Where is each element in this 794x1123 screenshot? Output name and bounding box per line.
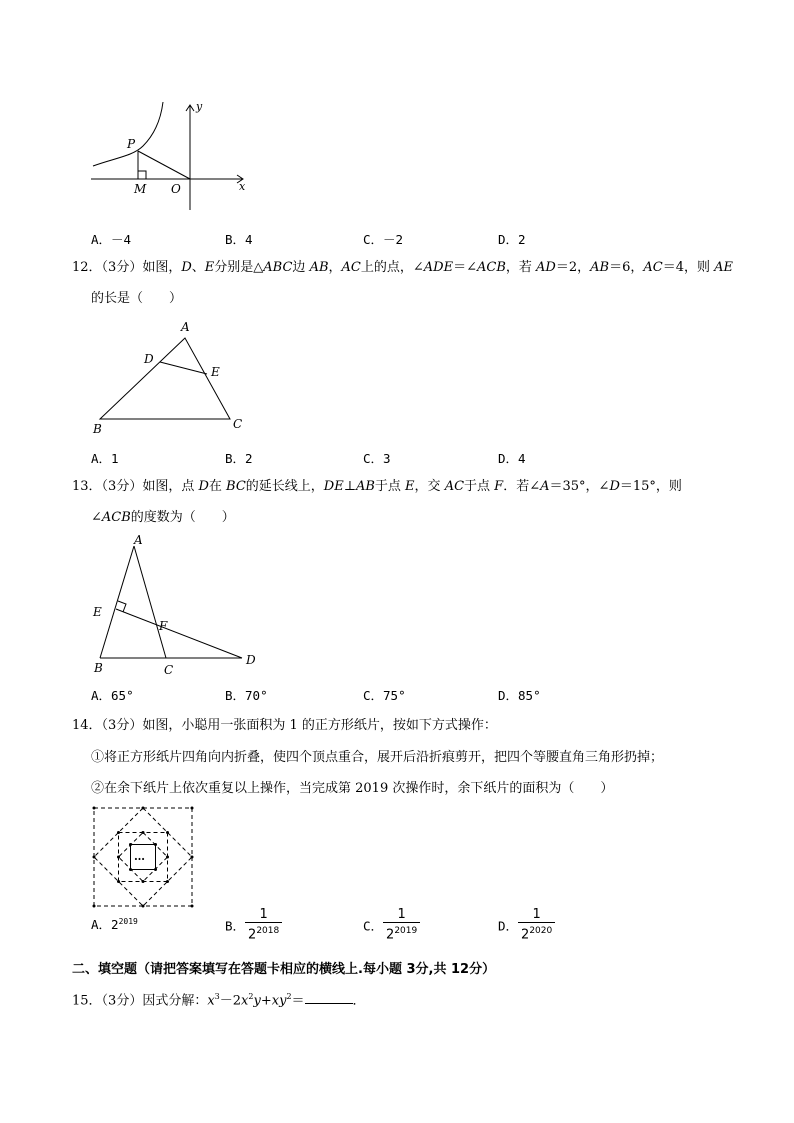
- label-b: B: [93, 422, 102, 436]
- label-c: C: [164, 663, 174, 677]
- q15-stem: 15．（3分）因式分解：$x^3-2x^2y+xy^2=$ ．: [72, 992, 366, 1009]
- q13-option-d: D．85°: [498, 688, 541, 703]
- q13-stem-line1: 13．（3分）如图，点 D在 BC的延长线上，DE⊥AB于点 E，交 AC于点 F．若∠A＝35°，∠D＝15°，则: [72, 479, 682, 494]
- label-e: E: [93, 605, 102, 619]
- q13-option-a: A．65°: [91, 688, 134, 703]
- q13-option-c: C．75°: [363, 688, 406, 703]
- hyperbola-curve: [93, 102, 163, 166]
- q13-option-b: B．70°: [225, 688, 268, 703]
- label-a: A: [181, 320, 190, 334]
- q14-option-c: C． $\frac{1}{2^{2019}}$: [363, 908, 420, 943]
- label-y: y: [196, 100, 203, 113]
- segment-ab: [100, 546, 134, 658]
- fraction-c: $\frac{1}{2^{2019}}$: [383, 908, 420, 943]
- q11-option-a: A．－4: [91, 232, 132, 247]
- q11-figure: [85, 98, 255, 216]
- q14-option-a: A．$2^{2019}$: [91, 916, 138, 932]
- q14-figure: [92, 806, 194, 908]
- label-b: B: [94, 661, 103, 675]
- label-f: F: [159, 619, 168, 633]
- section-heading: 二、填空题（请把答案填写在答题卡相应的横线上.每小题 3分,共 12分）: [72, 962, 496, 977]
- q13-stem-line2: ∠ACB的度数为（ ）: [91, 510, 235, 525]
- q14-option-b: B． $\frac{1}{2^{2018}}$: [225, 908, 282, 943]
- ellipsis-dots: …: [134, 850, 145, 863]
- q14-option-d: D． $\frac{1}{2^{2020}}$: [498, 908, 555, 943]
- q13-figure: [88, 530, 268, 680]
- q12-option-a: A．1: [91, 451, 119, 466]
- answer-blank[interactable]: [305, 991, 353, 1004]
- label-x: x: [239, 180, 246, 193]
- label-m: M: [134, 182, 147, 196]
- segment-ac: [134, 546, 166, 658]
- q14-step-2: ②在余下纸片上依次重复以上操作，当完成第 2019 次操作时，余下纸片的面积为（ ）: [91, 781, 614, 796]
- segment-de: [160, 362, 207, 374]
- right-angle-mark: [138, 171, 146, 179]
- label-p: P: [127, 137, 136, 151]
- q11-option-d: D．2: [498, 232, 526, 247]
- q14-step-1: ①将正方形纸片四角向内折叠，使四个顶点重合，展开后沿折痕剪开，把四个等腰直角三角形扔掉；: [91, 750, 664, 765]
- q11-option-c: C．－2: [363, 232, 404, 247]
- fraction-b: $\frac{1}{2^{2018}}$: [245, 908, 282, 943]
- q12-option-c: C．3: [363, 451, 391, 466]
- q12-figure: [88, 316, 258, 438]
- q12-option-b: B．2: [225, 451, 253, 466]
- label-a: A: [134, 533, 143, 547]
- q12-option-d: D．4: [498, 451, 526, 466]
- label-c: C: [233, 417, 243, 431]
- label-o: O: [171, 182, 181, 196]
- label-e: E: [211, 365, 220, 379]
- label-d: D: [144, 352, 154, 366]
- segment-ed: [116, 609, 242, 658]
- q11-option-b: B．4: [225, 232, 253, 247]
- q12-stem-line1: 12．（3分）如图，D、E分别是△ABC边 AB，AC上的点，∠ADE＝∠ACB，若 AD＝2，AB＝6，AC＝4，则 AE: [72, 260, 733, 275]
- label-d: D: [246, 653, 256, 667]
- fraction-d: $\frac{1}{2^{2020}}$: [518, 908, 555, 943]
- q12-stem-line2: 的长是（ ）: [91, 291, 183, 306]
- q14-stem-line1: 14．（3分）如图，小聪用一张面积为 1 的正方形纸片，按如下方式操作：: [72, 718, 497, 733]
